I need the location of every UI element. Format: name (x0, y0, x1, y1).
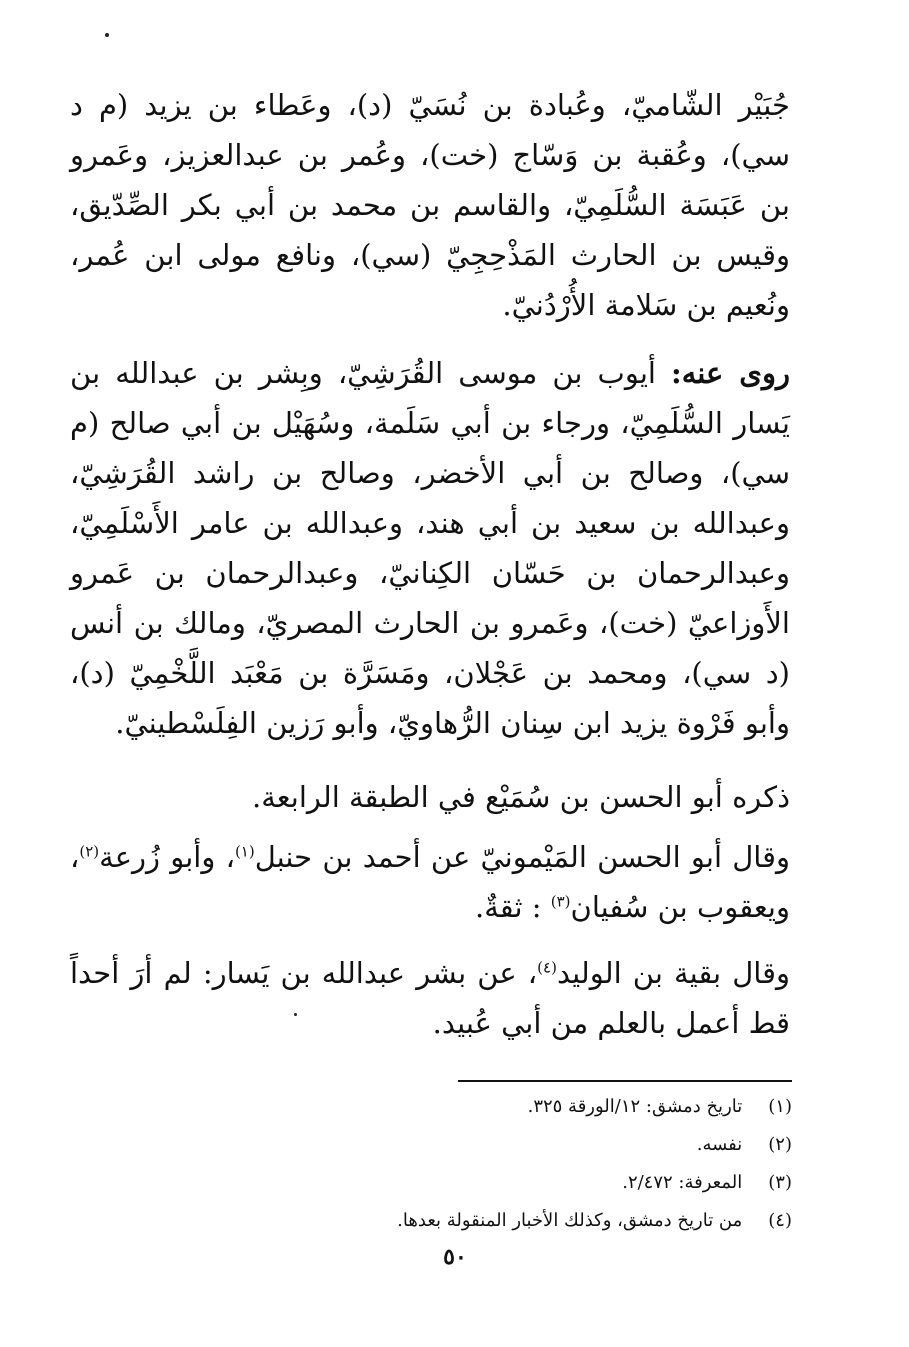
baqiyya-paragraph (70, 948, 790, 1048)
footnote-ref[interactable]: (١) (234, 842, 255, 861)
transmitted-from-him-paragraph (70, 348, 790, 748)
footnote-text: تاريخ دمشق: ١٢/الورقة ٣٢٥. (527, 1096, 743, 1117)
footnote-number: (٢) (768, 1134, 792, 1155)
reliability-paragraph (70, 832, 790, 932)
print-speck (105, 33, 109, 37)
footnote-text: من تاريخ دمشق، وكذلك الأخبار المنقولة بعدها. (397, 1210, 743, 1231)
footnotes (260, 1088, 792, 1240)
footnote (260, 1202, 792, 1240)
footnote-ref[interactable]: (٢) (79, 842, 100, 861)
footnote-number: (١) (768, 1096, 792, 1117)
text-run: ، وأبو زُرعة (99, 840, 235, 874)
footnote (260, 1164, 792, 1202)
footnote-number: (٤) (768, 1210, 792, 1231)
footnote-ref[interactable]: (٣) (550, 892, 571, 911)
footnote (260, 1088, 792, 1126)
paragraph-label: روى عنه: (671, 356, 791, 390)
text-run: : ثقةٌ. (475, 890, 542, 924)
tabaqa-paragraph: ذكره أبو الحسن بن سُمَيْع في الطبقة الرابعة. (252, 780, 790, 814)
footnote-text: نفسه. (696, 1134, 743, 1155)
footnote (260, 1126, 792, 1164)
text-run: ، عن بشر عبدالله بن يَسار: لم أرَ أحداً قط أعمل بالعلم من أبي عُبيد. (70, 956, 790, 1040)
page-number: ٥٠ (443, 1244, 467, 1270)
footnote-ref[interactable]: (٤) (537, 958, 557, 977)
footnote-text: المعرفة: ٢/٤٧٢. (622, 1172, 743, 1193)
paragraph-text: أيوب بن موسى القُرَشِيّ، وبِشر بن عبدالله بن يَسار السُّلَمِيّ، ورجاء بن أبي سَلَمة، وسُهَيْل بن أبي صالح (م سي)، وصالح بن أبي الأخضر، وصالح بن راشد القُرَشِيّ، وعبدالله بن سعيد بن أبي هند، وعبدالله بن عامر الأَسْلَمِيّ، وعبدالرحمان بن حَسّان الكِنانيّ، وعبدالرحمان بن عَمرو الأَوزاعيّ (خت)، وعَمرو بن الحارث المصريّ، ومالك بن أنس (د سي)، ومحمد بن عَجْلان، ومَسَرَّة بن مَعْبَد اللَّخْمِيّ (د)، وأبو فَرْوة يزيد ابن سِنان الرُّهاويّ، وأبو رَزين الفِلَسْطينيّ. (70, 356, 790, 740)
footnote-separator (458, 1080, 792, 1082)
narrators-paragraph: جُبَيْر الشّاميّ، وعُبادة بن نُسَيّ (د)، وعَطاء بن يزيد (م د سي)، وعُقبة بن وَسّاج (خت)، وعُمر بن عبدالعزيز، وعَمرو بن عَبَسَة السُّلَمِيّ، والقاسم بن محمد بن أبي بكر الصِّدّيق، وقيس بن الحارث المَذْحِجِيّ (سي)، ونافع مولى ابن عُمر، ونُعيم بن سَلامة الأُرْدُنيّ. (70, 88, 790, 322)
text-run: وقال أبو الحسن المَيْمونيّ عن أحمد بن حنبل (254, 840, 790, 874)
footnote-number: (٣) (768, 1172, 792, 1193)
text-run: وقال بقية بن الوليد (556, 956, 790, 990)
text-run: ، ويعقوب بن سُفيان (70, 840, 790, 924)
